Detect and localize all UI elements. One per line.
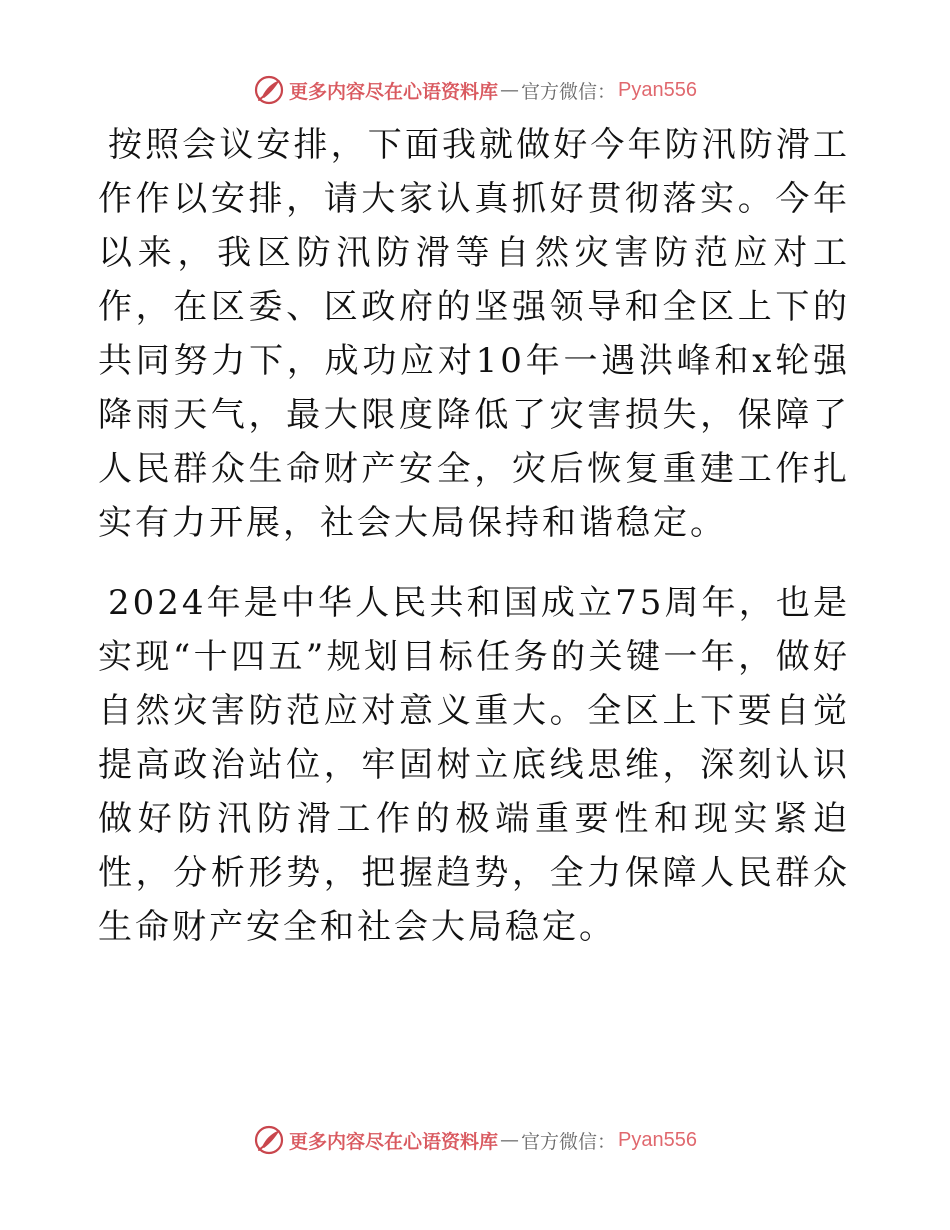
document-body <box>98 118 850 980</box>
footer-wechat-label: 官方微信： <box>521 1130 617 1153</box>
footer-separator: — <box>500 1129 520 1151</box>
header-site-text: 更多内容尽在心语资料库 <box>289 80 499 103</box>
quill-logo-icon <box>253 74 285 106</box>
header-separator: — <box>500 79 520 101</box>
footer-wechat-id: Pyan556 <box>618 1128 697 1151</box>
page-footer-banner <box>0 1120 950 1160</box>
paragraph-1: 按照会议安排，下面我就做好今年防汛防滑工作作以安排，请大家认真抓好贯彻落实。今年以来，我区防汛防滑等自然灾害防范应对工作，在区委、区政府的坚强领导和全区上下的共同努力下，成功应对10年一遇洪峰和x轮强降雨天气，最大限度降低了灾害损失，保障了人民群众生命财产安全，灾后恢复重建工作扎实有力开展，社会大局保持和谐稳定。 <box>98 125 850 543</box>
page-header-banner <box>0 70 950 110</box>
header-wechat-label: 官方微信： <box>521 80 617 103</box>
footer-site-text: 更多内容尽在心语资料库 <box>289 1130 499 1153</box>
header-wechat-id: Pyan556 <box>618 78 697 101</box>
quill-logo-icon <box>253 1124 285 1156</box>
paragraph-2: 2024年是中华人民共和国成立75周年，也是实现“十四五”规划目标任务的关键一年，做好自然灾害防范应对意义重大。全区上下要自觉提高政治站位，牢固树立底线思维，深刻认识做好防汛防滑工作的极端重要性和现实紧迫性，分析形势，把握趋势，全力保障人民群众生命财产安全和社会大局稳定。 <box>98 583 850 947</box>
